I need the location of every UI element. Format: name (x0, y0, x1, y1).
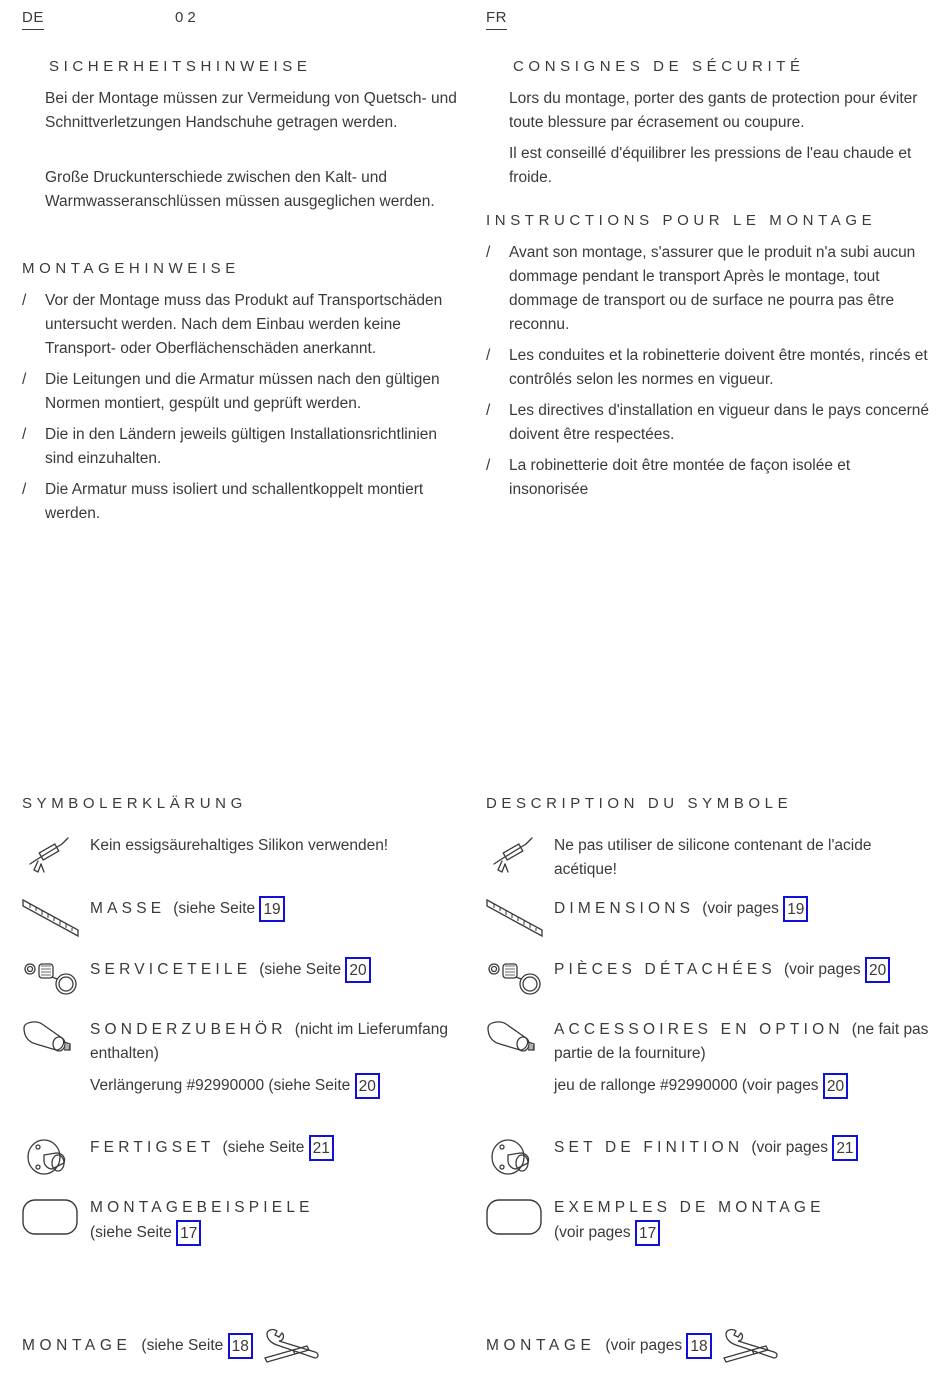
language-label: FR (486, 8, 507, 30)
list-item: / La robinetterie doit être montée de façon isolée et insonorisée (486, 457, 851, 498)
spare-parts-icon (486, 957, 544, 1001)
special-note: (ne fait pas partie de la fourniture) (554, 1021, 929, 1062)
symbol-silicone (486, 834, 931, 894)
wrench-screwdriver-icon (263, 1328, 321, 1364)
symbol-silicone (22, 834, 467, 894)
page-link-17[interactable]: 17 (176, 1220, 201, 1246)
safety-paragraph-1: Bei der Montage müssen zur Vermeidung von Quetsch- und Schnittverletzungen Handschuhe getragen werden. (45, 90, 457, 131)
safety-paragraph-2: Große Druckunterschiede zwischen den Kalt- und Warmwasseranschlüssen müssen ausgeglichen werden. (45, 169, 435, 210)
spare-parts-icon (22, 957, 80, 1001)
list-item: / Vor der Montage muss das Produkt auf Transportschäden untersucht werden. Nach dem Einbau werden keine Transport- oder Oberflächenschäden anerkannt. (22, 292, 443, 357)
masse-title: MASSE (90, 900, 166, 918)
masse-ref: (voir pages (702, 900, 779, 918)
page-link-21[interactable]: 21 (832, 1135, 857, 1161)
mounting-list (486, 241, 931, 509)
list-item: / Die Armatur muss isoliert und schallentkoppelt montiert werden. (22, 481, 424, 522)
symbol-sonderzubehoer (22, 1018, 467, 1108)
safety-paragraph-2: Il est conseillé d'équilibrer les pressions de l'eau chaude et froide. (509, 145, 912, 186)
extension-icon (486, 1018, 544, 1062)
masse-title: DIMENSIONS (554, 900, 695, 918)
page-link-21[interactable]: 21 (309, 1135, 334, 1161)
page-number: 02 (175, 9, 200, 26)
symbol-serviceteile (22, 957, 467, 1017)
symbol-heading: SYMBOLERKLÄRUNG (22, 795, 247, 812)
mounting-list (22, 289, 467, 533)
finish-ref: (siehe Seite (222, 1139, 305, 1157)
symbol-dimensions (486, 896, 931, 956)
finish-set-icon (486, 1133, 544, 1177)
page-link-20[interactable]: 20 (345, 957, 370, 983)
montage-title: MONTAGE (22, 1337, 132, 1355)
list-item: / Les directives d'installation en vigueur dans le pays concerné doivent être respectées. (486, 402, 929, 443)
page-link-17[interactable]: 17 (635, 1220, 660, 1246)
montage-title: MONTAGE (486, 1337, 596, 1355)
list-item: / Die in den Ländern jeweils gültigen Installationsrichtlinien sind einzuhalten. (22, 426, 438, 467)
mounting-heading: INSTRUCTIONS POUR LE MONTAGE (486, 212, 877, 229)
service-ref: (voir pages (783, 961, 861, 979)
special-note: (nicht im Lieferumfang enthalten) (90, 1021, 449, 1062)
finish-title: SET DE FINITION (554, 1139, 744, 1157)
finish-set-icon (22, 1133, 80, 1177)
list-item: / Die Leitungen und die Armatur müssen nach den gültigen Normen montiert, gespült und geprüft werden. (22, 371, 440, 412)
extension-text: jeu de rallonge #92990000 (voir pages (554, 1077, 819, 1095)
special-title: SONDERZUBEHÖR (90, 1021, 287, 1038)
page-link-19[interactable]: 19 (783, 896, 808, 922)
ruler-icon (22, 896, 80, 940)
page-link-18[interactable]: 18 (228, 1333, 253, 1359)
symbol-pieces-detachees (486, 957, 931, 1017)
silicone-text: Ne pas utiliser de silicone contenant de l'acide acétique! (554, 837, 872, 878)
symbol-masse (22, 896, 467, 956)
finish-title: FERTIGSET (90, 1139, 215, 1157)
symbol-fertigset (22, 1135, 467, 1195)
silicone-gun-icon (486, 834, 544, 878)
page-link-19[interactable]: 19 (259, 896, 284, 922)
service-ref: (siehe Seite (259, 961, 342, 979)
safety-heading: CONSIGNES DE SÉCURITÉ (513, 58, 805, 75)
masse-ref: (siehe Seite (173, 900, 256, 918)
silicone-text: Kein essigsäurehaltiges Silikon verwenden! (90, 837, 389, 854)
safety-paragraph-1: Lors du montage, porter des gants de protection pour éviter toute blessure par écrasement ou coupure. (509, 90, 918, 131)
special-title: ACCESSOIRES EN OPTION (554, 1021, 844, 1038)
symbol-heading: DESCRIPTION DU SYMBOLE (486, 795, 793, 812)
mounting-heading: MONTAGEHINWEISE (22, 260, 240, 277)
page-link-18[interactable]: 18 (686, 1333, 711, 1359)
list-item: / Avant son montage, s'assurer que le produit n'a subi aucun dommage pendant le transport Après le montage, tout dommage de transport ou de surface ne pourra pas être reconnu. (486, 244, 916, 333)
silicone-gun-icon (22, 834, 80, 878)
page-link-20[interactable]: 20 (865, 957, 890, 983)
safety-heading: SICHERHEITSHINWEISE (49, 58, 312, 75)
list-item: / Les conduites et la robinetterie doivent être montés, rincés et contrôlés selon les normes en vigueur. (486, 347, 928, 388)
service-title: PIÈCES DÉTACHÉES (554, 961, 776, 979)
examples-ref: (siehe Seite (90, 1224, 172, 1242)
finish-ref: (voir pages (751, 1139, 828, 1157)
wrench-screwdriver-icon (722, 1328, 780, 1364)
montage-ref: (voir pages (605, 1337, 683, 1355)
extension-icon (22, 1018, 80, 1062)
examples-title: EXEMPLES DE MONTAGE (554, 1199, 825, 1216)
symbol-set-de-finition (486, 1135, 931, 1195)
ruler-icon (486, 896, 544, 940)
examples-ref: (voir pages (554, 1224, 631, 1242)
rounded-rect-icon (486, 1196, 544, 1240)
rounded-rect-icon (22, 1196, 80, 1240)
montage-row (486, 1328, 931, 1364)
service-title: SERVICETEILE (90, 961, 252, 979)
examples-title: MONTAGEBEISPIELE (90, 1199, 314, 1216)
extension-text: Verlängerung #92990000 (siehe Seite (90, 1077, 351, 1095)
page-link-20[interactable]: 20 (355, 1073, 380, 1099)
symbol-accessoires (486, 1018, 931, 1108)
symbol-exemples-de-montage (486, 1196, 931, 1256)
page-link-20[interactable]: 20 (823, 1073, 848, 1099)
symbol-montagebeispiele (22, 1196, 467, 1256)
montage-ref: (siehe Seite (141, 1337, 224, 1355)
montage-row (22, 1328, 467, 1364)
language-label: DE (22, 8, 44, 30)
